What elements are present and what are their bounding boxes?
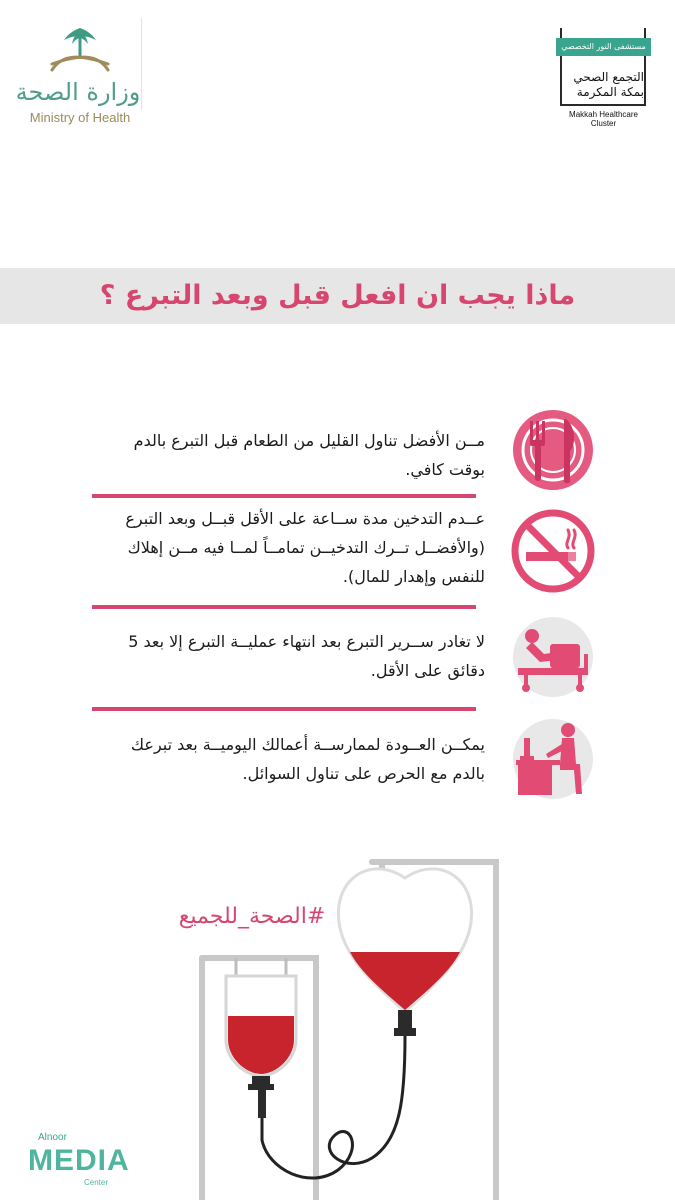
divider [92,494,476,498]
media-logo-main: MEDIA [28,1144,130,1177]
divider [92,707,476,711]
cluster-name-line1: التجمع الصحي [573,70,644,84]
item-text: يمكــن العــودة لممارســة أعمالك اليوميــة بعد تبرعك بالدم مع الحرص على تناول السوائل. [130,735,485,783]
media-logo-sub: Center [84,1178,109,1187]
cluster-hospital-tag: مستشفى النور التخصصي [556,38,651,56]
makkah-cluster-logo [556,26,651,128]
item-text: عــدم التدخين مدة ســاعة على الأقل قبــل وبعد التبرع (والأفضــل تــرك التدخيــن تمامــاً لمــا فيه مــن إهلاك للنفس وإهدار للمال). [125,509,485,586]
blood-bags-illustration-icon [150,840,520,1200]
title-band [0,268,675,324]
media-logo-top: Alnoor [38,1132,67,1143]
hashtag: #الصحة_للجميع [178,904,326,929]
item-text: لا تغادر ســرير التبرع بعد انتهاء عمليــة التبرع إلا بعد 5 دقائق على الأقل. [128,632,485,680]
item-text: مــن الأفضل تناول القليل من الطعام قبل التبرع بالدم بوقت كافي. [133,431,485,479]
page-title: ماذا يجب ان افعل قبل وبعد التبرع ؟ [99,280,576,311]
cluster-arabic-name [556,70,644,100]
cluster-name-line2: بمكة المكرمة [576,85,644,99]
header-divider [141,18,142,110]
no-smoking-icon [510,508,596,594]
moh-arabic-name: وزارة الصحة [15,78,141,106]
fork-knife-plate-icon [510,407,596,493]
cluster-english-name: Makkah Healthcare Cluster [569,110,638,128]
patient-bed-icon [510,614,596,700]
person-at-desk-icon [510,716,596,802]
palm-swords-emblem-icon [40,24,120,84]
moh-english-name: Ministry of Health [29,110,131,125]
divider [92,605,476,609]
ministry-of-health-logo [14,20,144,125]
alnoor-media-logo [24,1130,130,1192]
